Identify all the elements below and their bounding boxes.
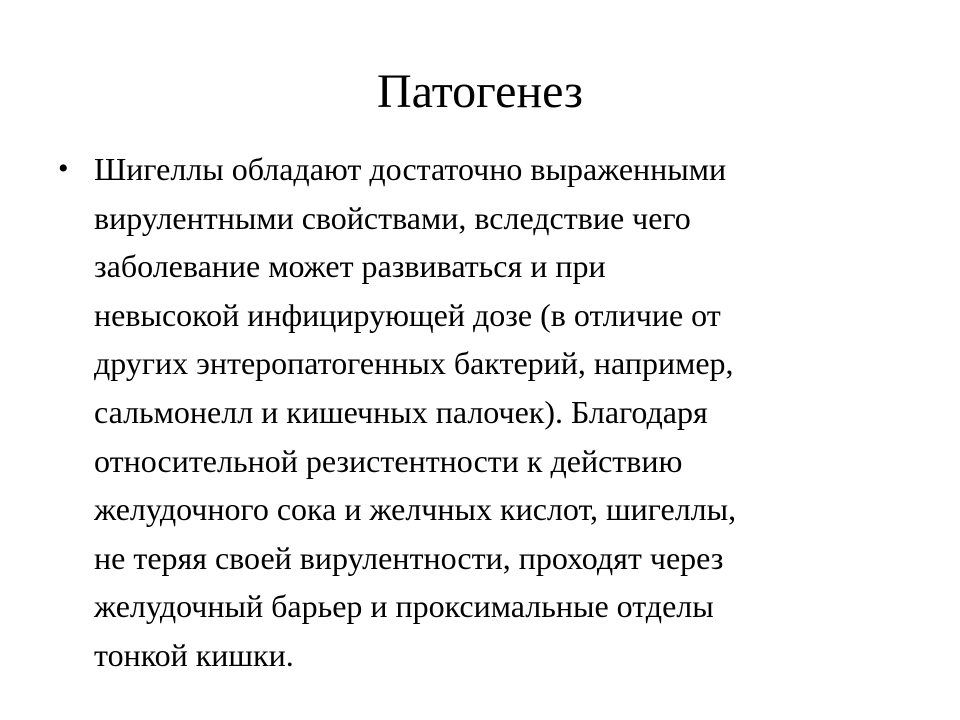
bullet-text [94,145,914,680]
text-line: желудочный барьер и проксимальные отделы [94,588,714,625]
bullet-icon: • [58,152,69,185]
text-line: сальмонелл и кишечных палочек). Благодаря [94,393,708,430]
text-line: вирулентными свойствами, вследствие чего [94,199,691,236]
text-line: не теряя своей вирулентности, проходят через [94,539,724,576]
text-line: относительной резистентности к действию [94,442,683,479]
slide-title: Патогенез [377,65,583,118]
text-line: невысокой инфицирующей дозе (в отличие от [94,296,721,333]
text-line: заболевание может развиваться и при [94,248,606,285]
text-line: других энтеропатогенных бактерий, например, [94,345,734,382]
text-line: Шигеллы обладают достаточно выраженными [94,151,727,187]
text-line: желудочного сока и желчных кислот, шигеллы, [94,491,737,528]
text-line: тонкой кишки. [94,636,294,673]
